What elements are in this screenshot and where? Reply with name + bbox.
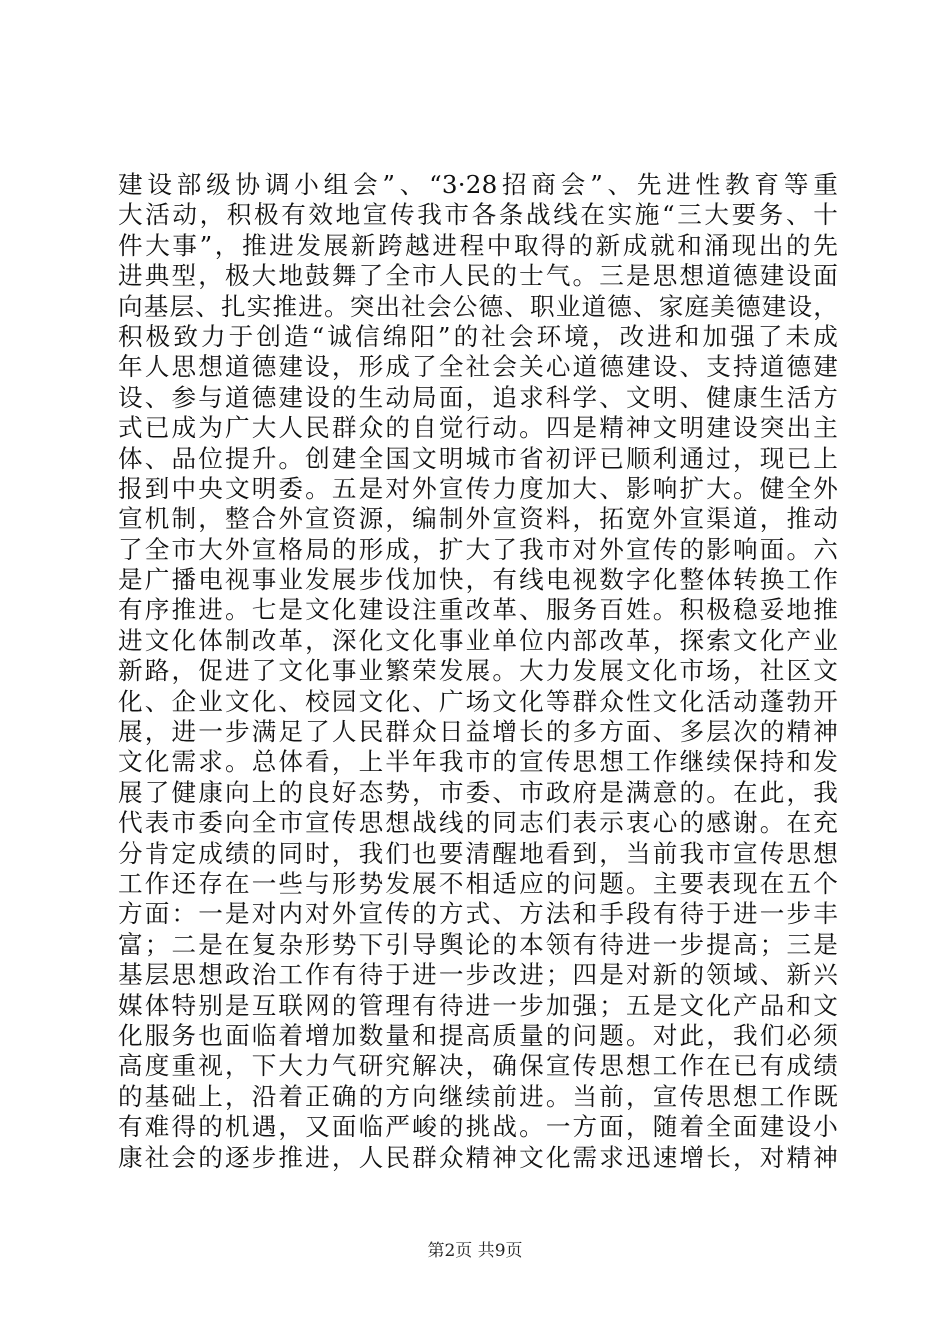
text-line: 展，进一步满足了人民群众日益增长的多方面、多层次的精神 [118, 717, 838, 747]
text-line: 工作还存在一些与形势发展不相适应的问题。主要表现在五个 [118, 868, 838, 898]
text-line: 化服务也面临着增加数量和提高质量的问题。对此，我们必须 [118, 1020, 838, 1050]
text-line: 文化需求。总体看，上半年我市的宣传思想工作继续保持和发 [118, 747, 838, 777]
text-line: 大活动，积极有效地宣传我市各条战线在实施“三大要务、十 [118, 200, 838, 230]
text-line: 宣机制，整合外宣资源，编制外宣资料，拓宽外宣渠道，推动 [118, 504, 838, 534]
text-line: 建设部级协调小组会”、“3·28招商会”、先进性教育等重 [118, 170, 838, 199]
text-line: 化、企业文化、校园文化、广场文化等群众性文化活动蓬勃开 [118, 686, 838, 716]
text-line: 有序推进。七是文化建设注重改革、服务百姓。积极稳妥地推 [118, 595, 838, 625]
text-line: 是广播电视事业发展步伐加快，有线电视数字化整体转换工作 [118, 565, 838, 595]
text-line: 体、品位提升。创建全国文明城市省初评已顺利通过，现已上 [118, 443, 838, 473]
text-line: 设、参与道德建设的生动局面，追求科学、文明、健康生活方 [118, 382, 838, 412]
text-line: 进典型，极大地鼓舞了全市人民的士气。三是思想道德建设面 [118, 261, 838, 291]
text-line: 有难得的机遇，又面临严峻的挑战。一方面，随着全面建设小 [118, 1112, 838, 1142]
text-line: 年人思想道德建设，形成了全社会关心道德建设、支持道德建 [118, 352, 838, 382]
text-line: 展了健康向上的良好态势，市委、市政府是满意的。在此，我 [118, 777, 838, 807]
text-line: 新路，促进了文化事业繁荣发展。大力发展文化市场，社区文 [118, 656, 838, 686]
text-line: 康社会的逐步推进，人民群众精神文化需求迅速增长，对精神 [118, 1142, 838, 1172]
text-line: 分肯定成绩的同时，我们也要清醒地看到，当前我市宣传思想 [118, 838, 838, 868]
text-line: 富；二是在复杂形势下引导舆论的本领有待进一步提高；三是 [118, 929, 838, 959]
body-text [118, 170, 838, 1173]
text-line: 积极致力于创造“诚信绵阳”的社会环境，改进和加强了未成 [118, 321, 838, 351]
text-line: 报到中央文明委。五是对外宣传力度加大、影响扩大。健全外 [118, 473, 838, 503]
text-line: 向基层、扎实推进。突出社会公德、职业道德、家庭美德建设， [118, 291, 838, 321]
text-line: 进文化体制改革，深化文化事业单位内部改革，探索文化产业 [118, 625, 838, 655]
text-line: 的基础上，沿着正确的方向继续前进。当前，宣传思想工作既 [118, 1081, 838, 1111]
text-line: 了全市大外宣格局的形成，扩大了我市对外宣传的影响面。六 [118, 534, 838, 564]
text-line: 方面：一是对内对外宣传的方式、方法和手段有待于进一步丰 [118, 899, 838, 929]
text-line: 式已成为广大人民群众的自觉行动。四是精神文明建设突出主 [118, 413, 838, 443]
text-line: 基层思想政治工作有待于进一步改进；四是对新的领域、新兴 [118, 960, 838, 990]
page-footer: 第2页 共9页 [427, 1241, 523, 1261]
text-line: 件大事”，推进发展新跨越进程中取得的新成就和涌现出的先 [118, 230, 838, 260]
text-line: 媒体特别是互联网的管理有待进一步加强；五是文化产品和文 [118, 990, 838, 1020]
text-line: 代表市委向全市宣传思想战线的同志们表示衷心的感谢。在充 [118, 808, 838, 838]
text-line: 高度重视，下大力气研究解决，确保宣传思想工作在已有成绩 [118, 1051, 838, 1081]
